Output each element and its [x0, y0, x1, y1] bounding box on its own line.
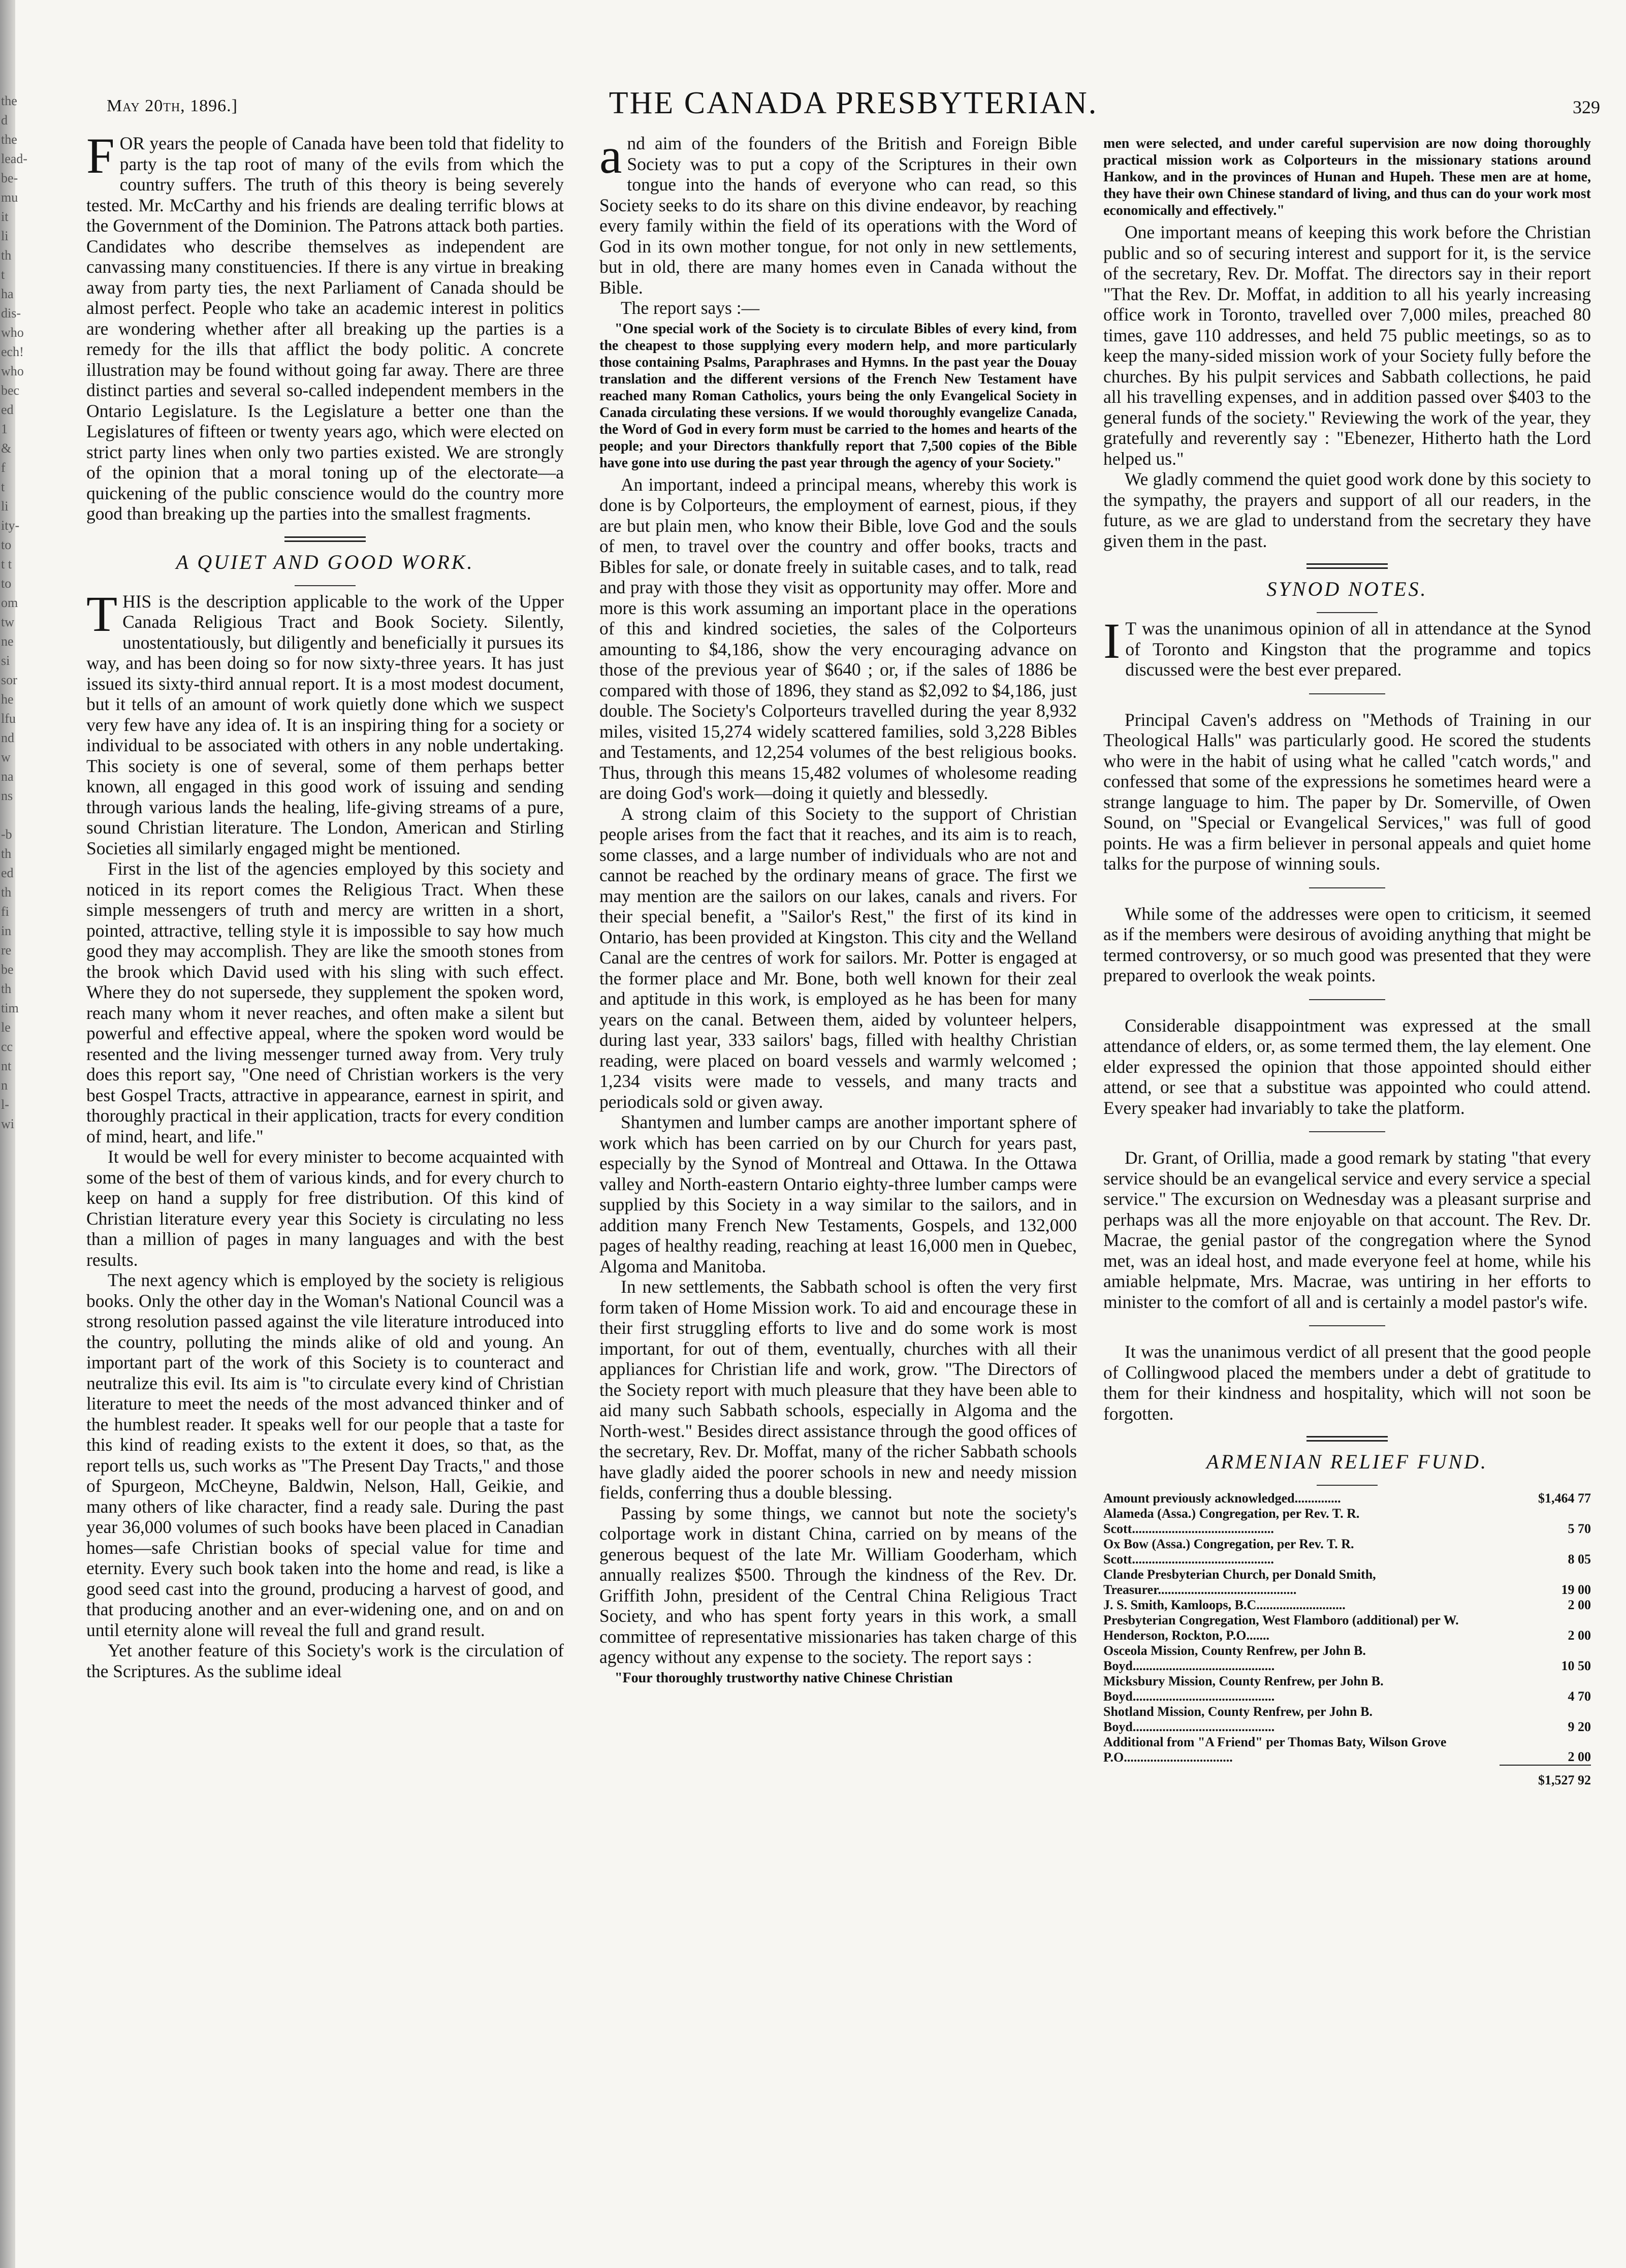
- title-underline: [1317, 612, 1378, 613]
- note-divider: [1309, 999, 1385, 1000]
- section-divider: [1306, 563, 1388, 569]
- running-head: [107, 85, 1600, 131]
- synod-note: Principal Caven's address on "Methods of Training in our Theological Halls" was particularly good. He scored the students who were in the habit of using what he called "catch words," and confessed that some of the expressions he sometimes heard were a strange language to him. The paper by Dr. Somerville, of Owen Sound, on "Special or Evangelical Services," was full of good points. He was a firm believer in personal appeals and quiet home talks for the purpose of winning souls.: [1103, 709, 1591, 874]
- block-quote: men were selected, and under careful supervision are now doing thoroughly practical mission work as Colporteurs in the missionary stations around Hankow, and in the provinces of Hunan and Hupeh. These men are at home, they have their own Chinese standard of living, and thus can do your work most economically and effectively.": [1103, 136, 1591, 218]
- section-title: A QUIET AND GOOD WORK.: [176, 550, 474, 573]
- fund-row-amount: 19 00: [1561, 1582, 1591, 1597]
- block-quote: "One special work of the Society is to circulate Bibles of every kind, from the cheapest to those supplying every modern help, and more particularly those containing Psalms, Paraphrases and Hymns. In the past year the Douay translation and the different versions of the French New Testament have reached many Roman Catholics, yours being the only Evangelical Society in Canada circulating these versions. If we would thoroughly evangelize Canada, the Word of God in every form must be carried to the homes and hearts of the people; and your Directors thankfully report that 7,500 copies of the Bible have gone into use during the past year through the agency of your Society.": [599, 321, 1077, 471]
- article-paragraph: Shantymen and lumber camps are another important sphere of work which has been carried on by our Church for years past, especially by the Synod of Montreal and Ottawa. In the Ottawa valley and North-eastern Ontario eighty-three lumber camps were supplied by this Society in a way similar to the sailors, and in addition many French New Testaments, Gospels, and 132,000 pages of healthy reading, reaching at least 16,000 men in Quebec, Algoma and Manitoba.: [599, 1112, 1077, 1276]
- fund-row-amount: 2 00: [1568, 1749, 1591, 1764]
- fund-row: [1103, 1613, 1591, 1643]
- column-1: [86, 127, 564, 2256]
- fund-row-label: J. S. Smith, Kamloops, B.C...........................: [1103, 1598, 1346, 1612]
- section-title: SYNOD NOTES.: [1266, 578, 1428, 600]
- fund-row-label: Additional from "A Friend" per Thomas Baty, Wilson Grove P.O.................................: [1103, 1735, 1447, 1765]
- fund-row: [1103, 1567, 1591, 1598]
- fund-row: [1103, 1491, 1591, 1506]
- synod-note: It was the unanimous verdict of all present that the good people of Collingwood placed the members under a debt of gratitude to them for their kindness and hospitality, which will not soon be forgotten.: [1103, 1341, 1591, 1424]
- article-paragraph: In new settlements, the Sabbath school is often the very first form taken of Home Mission work. To aid and encourage these in their first struggling efforts to live and do some work is most important, for out of them, eventually, churches with all their appliances for Christian life and work, grow. "The Directors of the Society report with much pleasure that they have been able to aid many such Sabbath schools, especially in Algoma and the North-west." Besides direct assistance through the good offices of the secretary, Rev. Dr. Moffat, many of the richer Sabbath schools have gladly aided the poorer schools in new and needy mission fields, conferring thus a double blessing.: [599, 1276, 1077, 1503]
- title-underline: [295, 585, 356, 586]
- fund-row-label: Ox Bow (Assa.) Congregation, per Rev. T. R. Scott...........................................: [1103, 1537, 1354, 1567]
- article-paragraph: One important means of keeping this work before the Christian public and so of securing interest and support for it, is the service of the secretary, Rev. Dr. Moffat. The directors say in their report "That the Rev. Dr. Moffat, in addition to all his yearly increasing office work in Toronto, travelled over 7,000 miles, preached 80 times, gave 110 addresses, and held 75 public meetings, so as to keep the many-sided mission work of your Society fully before the churches. By his pulpit services and Sabbath collections, he paid all his travelling expenses, and in addition passed over $403 to the general funds of the society." Reviewing the work of the year, they gratefully and reverently say : "Ebenezer, Hitherto hath the Lord helped us.": [1103, 222, 1591, 469]
- fund-row-label: Presbyterian Congregation, West Flamboro (additional) per W. Henderson, Rockton, P.O.......: [1103, 1613, 1459, 1643]
- synod-note: IT was the unanimous opinion of all in attendance at the Synod of Toronto and Kingston that the programme and topics discussed were the best ever prepared.: [1103, 613, 1591, 680]
- masthead-title: THE CANADA PRESBYTERIAN.: [609, 86, 1098, 120]
- fund-row: [1103, 1598, 1591, 1613]
- fund-row-amount: 8 05: [1568, 1552, 1591, 1567]
- fund-row: [1103, 1506, 1591, 1537]
- fund-row-label: Micksbury Mission, County Renfrew, per John B. Boyd...........................................: [1103, 1674, 1384, 1704]
- fund-row-amount: 10 50: [1561, 1658, 1591, 1673]
- article-paragraph: THIS is the description applicable to the work of the Upper Canada Religious Tract and Book Society. Silently, unostentatiously, but diligently and beneficially it pursues its way, and has been doing so for now sixty-three years. It has just issued its sixty-third annual report. It is a most modest document, but it tells of an amount of work quietly done which we suspect very few have any idea of. It is an inspiring thing for a society or individual to be associated with others in any noble undertaking. This society is one of several, some of them perhaps better known, all engaged in this good work of issuing and sending through various lands the healing, life-giving streams of a pure, sound Christian literature. The London, American and Stirling Societies all similarly engaged might be mentioned.: [86, 585, 564, 858]
- fund-total-amount: $1,527 92: [1500, 1765, 1591, 1788]
- fund-row: [1103, 1537, 1591, 1567]
- block-quote: "Four thoroughly trustworthy native Chinese Christian: [615, 1670, 953, 1686]
- note-divider: [1309, 1131, 1385, 1132]
- fund-row: [1103, 1704, 1591, 1735]
- fund-row-amount: 4 70: [1568, 1689, 1591, 1704]
- article-paragraph: Passing by some things, we cannot but note the society's colportage work in distant China, carried on by means of the generous bequest of the late Mr. William Gooderham, which annually realizes $500. Through the kindness of the Rev. Dr. Griffith John, president of the Central China Religious Tract Society, and who has spent forty years in this work, a small committee of representative missionaries has taken charge of this agency without any expense to the society. The report says :: [599, 1503, 1077, 1667]
- article-paragraph: It would be well for every minister to become acquainted with some of the best of them of various kinds, and for every church to keep on hand a supply for free distribution. Of this kind of Christian literature every year this Society is circulating no less than a million of pages in many languages and with the best results.: [86, 1146, 564, 1270]
- page-number: 329: [1573, 97, 1600, 117]
- note-divider: [1309, 693, 1385, 694]
- article-paragraph: The next agency which is employed by the society is religious books. Only the other day in the Woman's National Council was a strong resolution passed against the vile literature introduced into the country, polluting the minds alike of old and young. An important part of the work of this Society is to counteract and neutralize this evil. Its aim is "to circulate every kind of Christian literature to meet the needs of the most advanced thinker and of the humblest reader. It speaks well for our people that a taste for this kind of reading exists to the extent it does, so that, as the report tells us, such works as "The Present Day Tracts," and those of Spurgeon, McCheyne, Baldwin, Nelson, Hall, Geikie, and many others of like character, find a ready sale. During the past year 36,000 volumes of such books have been placed in Canadian homes—safe Christian books of special value for time and eternity. Every such book taken into the home and read, is like a good seed cast into the ground, producing a harvest of good, and that producing another and an ever-widening one, and on and on until eternity alone will reveal the full and grand result.: [86, 1270, 564, 1640]
- fund-row-label: Osceola Mission, County Renfrew, per John B. Boyd...........................................: [1103, 1643, 1366, 1673]
- fund-table: [1103, 1491, 1591, 1788]
- article-paragraph: An important, indeed a principal means, whereby this work is done is by Colporteurs, the employment of earnest, pious, if they are but plain men, who know their Bible, love God and the souls of men, to travel over the country and offer books, tracts and Bibles for sale, or donate freely in suitable cases, and to talk, read and pray with those they visit as opportunity may offer. More and more is this work assuming an important place in the operations of this and kindred societies, the sales of the Colporteurs amounting to $4,186, show the very encouraging advance on those of the previous year of $640 ; or, if the sales of 1886 be compared with those of 1896, they stand as $2,092 to $4,186, just double. The Society's Colporteurs travelled during the year 8,932 miles, visited 15,274 widely scattered families, sold 3,228 Bibles and Testaments, and 12,254 volumes of the best religious books. Thus, through this means 15,482 volumes of wholesome reading are doing God's work—doing it quietly and blessedly.: [599, 474, 1077, 803]
- article-paragraph: Yet another feature of this Society's work is the circulation of the Scriptures. As the sublime ideal: [86, 1640, 564, 1681]
- synod-note: Dr. Grant, of Orillia, made a good remark by stating "that every service should be an evangelical service and every service a special service." The excursion on Wednesday was a pleasant surprise and perhaps was all the more enjoyable on that account. The Rev. Dr. Macrae, the genial pastor of the congregation where the Synod met, was an ideal host, and made everyone feel at home, while his amiable helpmate, Mrs. Macrae, was untiring in her efforts to minister to the comfort of all and is certainly a model pastor's wife.: [1103, 1147, 1591, 1312]
- editorial-paragraph: FOR years the people of Canada have been told that fidelity to party is the tap root of many of the evils from which the country suffers. The truth of this theory is being severely tested. Mr. McCarthy and his friends are dealing terrific blows at the Government of the Dominion. The Patrons attack both parties. Candidates who describe themselves as independent are canvassing many constituencies. If there is any virtue in breaking away from party ties, the next Parliament of Canada should be almost perfect. People who take an academic interest in politics are wondering whether after all breaking up the parties is a remedy for the ills that afflict the body politic. A concrete illustration may be found without going far away. There are three distinct parties and several so-called independent members in the Ontario Legislature. Is the Legislature a better one than the Legislatures of fifteen or twenty years ago, which were elected on strict party lines when only two parties existed. We are strongly of the opinion that a moral toning up of the electorate—a quickening of the public conscience would do the country more good than breaking up the parties into the smallest fragments.: [86, 127, 564, 524]
- article-paragraph: A strong claim of this Society to the support of Christian people arises from the fact that it reaches, and its aim is to reach, some classes, and a large number of individuals who are not and cannot be reached by the ordinary means of grace. The first we may mention are the sailors on our lakes, canals and rivers. For their special benefit, a "Sailor's Rest," the first of its kind in Ontario, has been provided at Kingston. This city and the Welland Canal are the centres of work for sailors. Mr. Potter is engaged at the former place and Mr. Bone, both well known for their zeal and aptitude in this work, is employed as he has been for many years on the canal. Between them, aided by volunteer helpers, during last year, 333 sailors' bags, filled with healthy Christian reading, were placed on board vessels and warmly welcomed ; 1,234 visits were made to vessels, and many tracts and periodicals sold or given away.: [599, 803, 1077, 1112]
- fund-row-label: Alameda (Assa.) Congregation, per Rev. T. R. Scott...........................................: [1103, 1506, 1360, 1536]
- fund-row-label: Amount previously acknowledged..............: [1103, 1491, 1341, 1506]
- fund-row: [1103, 1643, 1591, 1674]
- fund-row-amount: $1,464 77: [1538, 1491, 1591, 1506]
- fund-row-amount: 9 20: [1568, 1719, 1591, 1734]
- fund-row-amount: 5 70: [1568, 1521, 1591, 1536]
- adjacent-page-fragments: the d the lead- be- mu it li th t ha dis- who ech! who bec ed 1 & f t li ity- to t t to om tw ne si sor he lfu nd w na ns -b th ed th fi in re be th tim le cc nt n l- wi: [1, 93, 27, 1131]
- fund-row-label: Shotland Mission, County Renfrew, per John B. Boyd...........................................: [1103, 1704, 1373, 1734]
- fund-row: [1103, 1735, 1591, 1765]
- section-divider: [284, 536, 366, 542]
- synod-note: While some of the addresses were open to criticism, it seemed as if the members were desirous of avoiding anything that might be termed controversy, or so much good was presented that they were prepared to overlook the weak points.: [1103, 903, 1591, 985]
- title-underline: [1317, 1485, 1378, 1486]
- fund-row-label: Clande Presbyterian Church, per Donald Smith, Treasurer..........................................: [1103, 1567, 1376, 1597]
- issue-date: May 20th, 1896.]: [107, 97, 238, 115]
- fund-total-row: [1103, 1765, 1591, 1788]
- article-paragraph: and aim of the founders of the British and Foreign Bible Society was to put a copy of the Scriptures in their own tongue into the hands of everyone who can read, so this Society seeks to do its share on this divine endeavor, by reaching every family within the field of its operations with the Word of God in its own mother tongue, for not only in new settlements, but in old, there are many homes even in Canada without the Bible.: [599, 127, 1077, 298]
- article-paragraph: We gladly commend the quiet good work done by this society to the sympathy, the prayers and support of all our readers, in the future, as we are glad to understand from the secretary they have given them in the past.: [1103, 469, 1591, 551]
- column-2: [599, 127, 1077, 2256]
- fund-row: [1103, 1674, 1591, 1704]
- fund-title: ARMENIAN RELIEF FUND.: [1206, 1450, 1488, 1473]
- section-divider: [1306, 1436, 1388, 1442]
- fund-row-amount: 2 00: [1568, 1598, 1591, 1612]
- column-3: [1103, 133, 1591, 2256]
- article-paragraph: The report says :—: [621, 298, 760, 318]
- note-divider: [1309, 887, 1385, 888]
- synod-note: Considerable disappointment was expressed at the small attendance of elders, or, as some termed them, the lay element. One elder expressed the opinion that those appointed should either attend, or see that a substitue was appointed who could attend. Every speaker had invariably to take the platform.: [1103, 1015, 1591, 1118]
- fund-row-amount: 2 00: [1568, 1628, 1591, 1643]
- article-paragraph: First in the list of the agencies employed by this society and noticed in its report comes the Religious Tract. When these simple messengers of truth and mercy are written in a short, pointed, attractive, telling style it is impossible to say how much good they may accomplish. They are like the smooth stones from the brook which David used with his sling with such effect. Where they do not supersede, they supplement the spoken word, reach many whom it never reaches, and often make a silent but powerful and effective appeal, where the spoken word would be resented and the living messenger turned away from. Very truly does this report say, "One need of Christian workers is the very best Gospel Tracts, attractive in appearance, earnest in spirit, and thoroughly practical in their application, tracts for every condition of mind, heart, and life.": [86, 858, 564, 1146]
- note-divider: [1309, 1325, 1385, 1326]
